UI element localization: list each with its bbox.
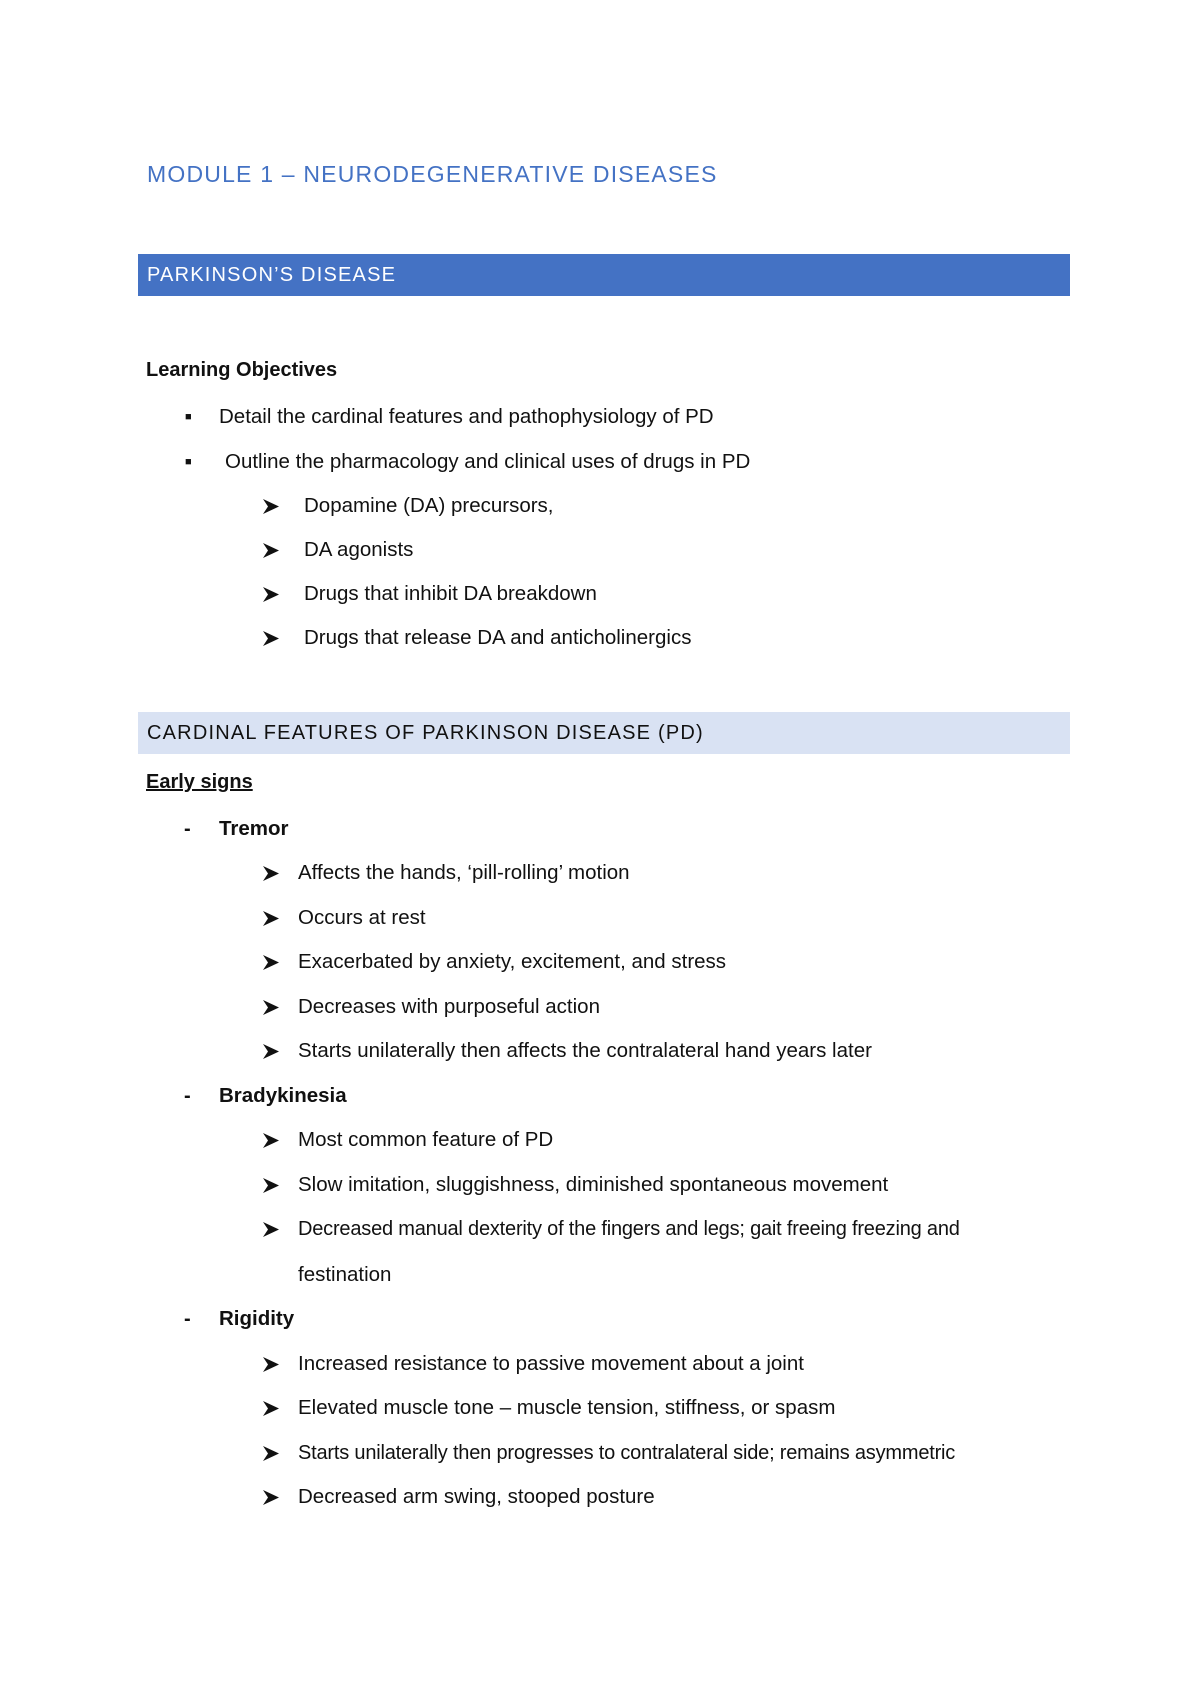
arrowhead-bullet-icon bbox=[262, 1440, 282, 1466]
bradykinesia-item: Slow imitation, sluggishness, diminished spontaneous movement bbox=[262, 1172, 888, 1198]
arrowhead-bullet-icon bbox=[262, 1172, 282, 1198]
square-bullet-icon: ■ bbox=[185, 456, 192, 468]
objective-item: ■ Detail the cardinal features and pathophysiology of PD bbox=[185, 405, 714, 428]
arrowhead-bullet-icon bbox=[262, 625, 282, 651]
module-title: MODULE 1 – NEURODEGENERATIVE DISEASES bbox=[147, 161, 718, 187]
arrowhead-bullet-icon bbox=[262, 581, 282, 607]
bradykinesia-item: Decreased manual dexterity of the fingers and legs; gait freeing freezing and bbox=[262, 1216, 960, 1242]
dash-bullet-icon: - bbox=[184, 1308, 191, 1330]
section-bar-parkinsons bbox=[138, 254, 1070, 296]
objective-item: ■ Outline the pharmacology and clinical uses of drugs in PD bbox=[185, 450, 751, 473]
section-bar-cardinal-features bbox=[138, 712, 1070, 754]
arrowhead-bullet-icon bbox=[262, 1484, 282, 1510]
early-signs-heading: Early signs bbox=[146, 771, 253, 793]
drug-class-item: Drugs that inhibit DA breakdown bbox=[262, 581, 597, 607]
drug-class-item: DA agonists bbox=[262, 537, 413, 563]
tremor-item: Decreases with purposeful action bbox=[262, 994, 600, 1020]
arrowhead-bullet-icon bbox=[262, 860, 282, 886]
dash-bullet-icon: - bbox=[184, 1085, 191, 1107]
tremor-item: Starts unilaterally then affects the contralateral hand years later bbox=[262, 1038, 872, 1064]
arrowhead-bullet-icon bbox=[262, 994, 282, 1020]
section-bar-title: PARKINSON’S DISEASE bbox=[147, 264, 397, 286]
tremor-item: Occurs at rest bbox=[262, 905, 426, 931]
bradykinesia-item-continuation: festination bbox=[298, 1263, 392, 1286]
arrowhead-bullet-icon bbox=[262, 1395, 282, 1421]
sign-heading-rigidity: - Rigidity bbox=[184, 1307, 295, 1330]
rigidity-item: Elevated muscle tone – muscle tension, stiffness, or spasm bbox=[262, 1395, 835, 1421]
arrowhead-bullet-icon bbox=[262, 1038, 282, 1064]
section-bar-title: CARDINAL FEATURES OF PARKINSON DISEASE (PD) bbox=[147, 722, 704, 744]
rigidity-item: Decreased arm swing, stooped posture bbox=[262, 1484, 655, 1510]
arrowhead-bullet-icon bbox=[262, 949, 282, 975]
rigidity-item: Increased resistance to passive movement about a joint bbox=[262, 1351, 804, 1377]
sign-heading-bradykinesia: - Bradykinesia bbox=[184, 1084, 347, 1107]
learning-objectives-heading: Learning Objectives bbox=[146, 359, 338, 381]
tremor-item: Exacerbated by anxiety, excitement, and stress bbox=[262, 949, 726, 975]
tremor-item: Affects the hands, ‘pill-rolling’ motion bbox=[262, 860, 630, 886]
rigidity-item: Starts unilaterally then progresses to contralateral side; remains asymmetric bbox=[262, 1440, 955, 1466]
arrowhead-bullet-icon bbox=[262, 1127, 282, 1153]
dash-bullet-icon: - bbox=[184, 818, 191, 840]
arrowhead-bullet-icon bbox=[262, 493, 282, 519]
arrowhead-bullet-icon bbox=[262, 1351, 282, 1377]
drug-class-item: Dopamine (DA) precursors, bbox=[262, 493, 554, 519]
sign-heading-tremor: - Tremor bbox=[184, 817, 289, 840]
drug-class-item: Drugs that release DA and anticholinergics bbox=[262, 625, 691, 651]
square-bullet-icon: ■ bbox=[185, 411, 192, 423]
arrowhead-bullet-icon bbox=[262, 1216, 282, 1242]
bradykinesia-item: Most common feature of PD bbox=[262, 1127, 553, 1153]
arrowhead-bullet-icon bbox=[262, 905, 282, 931]
arrowhead-bullet-icon bbox=[262, 537, 282, 563]
